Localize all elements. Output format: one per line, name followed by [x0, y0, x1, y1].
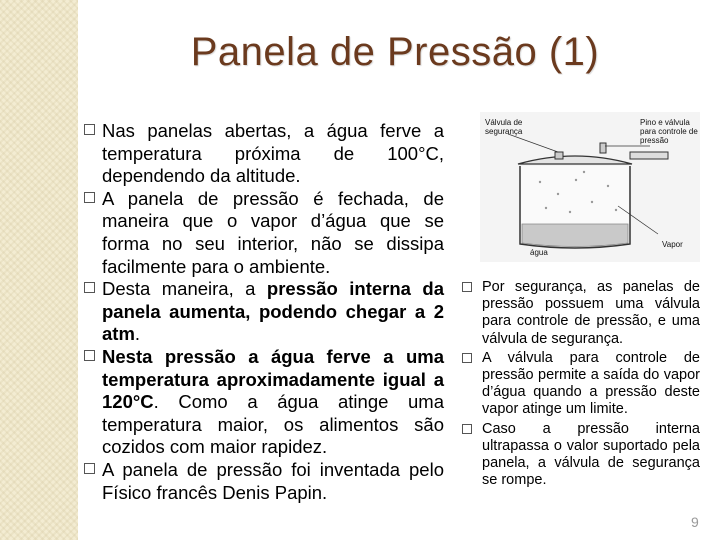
bullet-box-icon — [84, 463, 95, 474]
bullet-box-icon — [84, 192, 95, 203]
valve-leader-line — [508, 134, 558, 152]
right-bullet-item — [462, 350, 700, 419]
bullet-box-icon — [84, 350, 95, 361]
bullet-text: Desta maneira, a — [102, 278, 267, 300]
bullet-text: Caso a pressão interna ultrapassa o valor suportado pela panela, a válvula de segurança se rompe. — [482, 420, 700, 489]
right-bullet-list — [462, 279, 700, 491]
bullet-box-icon — [462, 353, 472, 363]
right-bullet-item — [462, 421, 700, 490]
bullet-text: . — [134, 323, 141, 345]
page-number: 9 — [691, 514, 699, 530]
bullet-text: Nesta pressão a água ferve a uma temperatura aproximadamente igual a 120°C — [102, 345, 444, 413]
left-bullet-list — [84, 120, 444, 504]
bullet-box-icon — [462, 424, 472, 434]
bullet-text: A válvula para controle de pressão permite a saída do vapor d’água quando a pressão deste vapor atinge um limite. — [482, 349, 700, 418]
pressure-pin — [600, 143, 606, 153]
pressure-cooker-diagram — [480, 112, 700, 262]
label-pressure-pin: Pino e válvula para controle de pressão — [640, 118, 698, 145]
bullet-text: pressão interna da panela aumenta, podendo chegar a 2 atm — [102, 278, 444, 345]
bullet-text: A panela de pressão foi inventada pelo Físico francês Denis Papin. — [102, 458, 444, 503]
bullet-text: . Como a água atinge uma temperatura maior, os alimentos são cozidos com maior rapidez. — [102, 391, 444, 458]
bullet-text: A panela de pressão é fechada, de maneira que o vapor d’água que se forma no seu interior, não se dissipa facilmente para o ambiente. — [102, 187, 444, 277]
bullet-box-icon — [462, 282, 472, 292]
label-vapor: Vapor — [662, 240, 683, 249]
water-level — [522, 224, 628, 247]
left-bullet-item — [84, 120, 444, 188]
right-bullet-item — [462, 279, 700, 348]
safety-valve — [555, 152, 563, 159]
decorative-side-strip — [0, 0, 78, 540]
label-safety-valve: Válvula de segurança — [485, 118, 523, 136]
left-bullet-item — [84, 188, 444, 278]
bullet-box-icon — [84, 124, 95, 135]
slide-title: Panela de Pressão (1) — [190, 30, 600, 74]
left-bullet-item — [84, 278, 444, 346]
cooker-handle — [630, 152, 668, 159]
left-bullet-item — [84, 459, 444, 504]
bullet-text: Por segurança, as panelas de pressão possuem uma válvula para controle de pressão, e uma válvula de segurança. — [482, 279, 700, 347]
label-water: água — [530, 248, 548, 257]
cooker-lid — [518, 156, 632, 164]
left-bullet-item — [84, 346, 444, 459]
bullet-box-icon — [84, 282, 95, 293]
bullet-text: Nas panelas abertas, a água ferve a temperatura próxima de 100°C, dependendo da altitude. — [102, 120, 444, 187]
